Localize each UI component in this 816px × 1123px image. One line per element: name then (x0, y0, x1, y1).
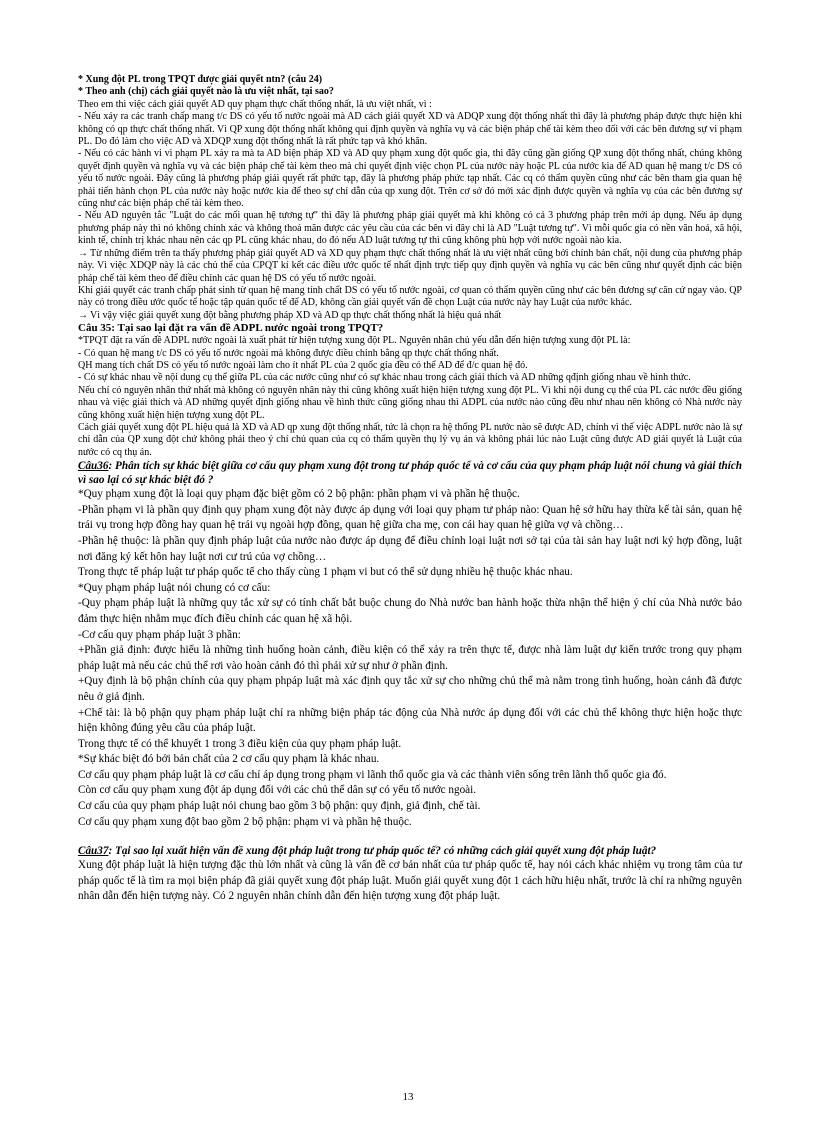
section-spacer (78, 830, 742, 844)
section3-paragraph: *Quy phạm xung đột là loại quy phạm đặc biệt gồm có 2 bộ phận: phần phạm vi và phần hệ thuộc. (78, 488, 520, 501)
question-35-heading: Câu 35: Tại sao lại đặt ra vấn đề ADPL nước ngoài trong TPQT? (78, 322, 384, 335)
section3-paragraph: +Phần giả định: được hiểu là những tình huống hoàn cảnh, điều kiện có thể xảy ra trên thực tế, được nhà làm luật dự kiến trước trong quy phạm pháp luật mà nếu các chủ thể rơi vào hoàn cảnh đó thì phải xử sự như ở phần định. (78, 644, 742, 672)
section1-title-2: * Theo anh (chị) cách giải quyết nào là ưu việt nhất, tại sao? (78, 86, 334, 98)
section3-paragraph: -Phần hệ thuộc: là phần quy định pháp luật của nước nào được áp dụng để điều chỉnh loại luật nơi sở tại của tài sản hay luật nơi ký hợp đồng, luật nơi đăng ký kết hôn hay luật nơi cư trú của vợ chồng… (78, 534, 742, 563)
question-36-number: Câu36 (78, 460, 109, 473)
section2-paragraph: QH mang tích chất DS có yếu tố nước ngoài làm cho ít nhất PL của 2 quốc gia đều có thể AD để đ/c quan hệ đó. (78, 359, 528, 371)
section1-title-1: * Xung đột PL trong TPQT được giải quyết ntn? (câu 24) (78, 74, 323, 85)
section1-arrow-paragraph (78, 248, 742, 285)
section1-paragraph: - Nếu AD nguyên tắc "Luật do các mối quan hệ tương tự" thì đây là phương pháp giải quyết mà khi không có cả 3 phương pháp trên mới áp dụng. Nếu áp dụng phương pháp này thì nó không chính xác và không thoả mãn được các yêu cầu của các bên vì đây chỉ là AD "Luật tương tự". Vì mỗi quốc gia có nền văn hoá, xã hội, kinh tế, chính trị khác nhau nên các qp PL cũng khác nhau, do đó nếu AD luật tương tự thì cũng không phù hợp với nước ngoài nào kia. (78, 210, 742, 247)
right-arrow-icon: → (78, 309, 88, 321)
arrow-paragraph-text: Vì vậy việc giải quyết xung đột bằng phương pháp XD và AD qp thực chất thống nhất là hiệu quả nhất (90, 309, 502, 321)
page-number: 13 (402, 1091, 414, 1103)
section3-paragraph: Trong thực tế pháp luật tư pháp quốc tế cho thấy cùng 1 phạm vi but có thể sử dụng nhiều hệ thuộc khác nhau. (78, 566, 573, 579)
section1-paragraph: - Nếu xảy ra các tranh chấp mang t/c DS có yếu tố nước ngoài mà AD cách giải quyết XD và ADQP xung đột thống nhất thì đây là phương pháp được thực hiện khi không có qp thực chất thống nhất. Vì QP xung đột thống nhất không qui định quyền và nghĩa vụ và các biện pháp chế tài kèm theo đối với các bên đương sự vi phạm PL. Do đó làm cho việc AD và XDQP xung đột thống nhất là rất phức tạp và khó khăn. (78, 111, 742, 148)
section2-paragraph: Cách giải quyết xung đột PL hiệu quả là XD và AD qp xung đột thống nhất, tức là chọn ra hệ thống PL nước nào sẽ được AD, chính vì thế việc ADPL nước nào là sự chỉ dẫn của QP xung đột chứ không phải theo ý chí chủ quan của cq có thẩm quyền thụ lý vụ án và không phải lúc nào Luật cũng được AD giải quyết là Luật của nước có cq thụ án. (78, 421, 742, 458)
section3-paragraph: -Quy phạm pháp luật là những quy tắc xử sự có tính chất bắt buộc chung do Nhà nước ban hành hoặc thừa nhận thể hiện ý chí của Nhà nước bảo đảm thực hiện nhằm mục đích điều chỉnh các quan hệ xã hội. (78, 597, 742, 625)
section4-paragraph: Xung đột pháp luật là hiện tượng đặc thù lớn nhất và cũng là vấn đề cơ bản nhất của tư pháp quốc tế, hay nói cách khác nhiệm vụ trong tâm của tư pháp quốc tế là tìm ra mọi biện pháp đã giải quyết xung đột pháp luật. Muốn giải quyết xung đột 1 cách hữu hiệu nhất, trước là chỉ ra những nguyên nhân dẫn đến hiện tượng này. Có 2 nguyên nhân chính dẫn đến hiện tượng xung đột pháp luật. (78, 859, 742, 903)
section3-paragraph: Trong thực tế có thể khuyết 1 trong 3 điều kiện của quy phạm pháp luật. (78, 737, 402, 750)
section1-paragraph: Khi giải quyết các tranh chấp phát sinh từ quan hệ mang tính chất DS có yếu tố nước ngoài, cơ quan có thẩm quyền cũng như các bên đương sự căn cứ ngay vào. QP này có trong điều ước quốc tế hoặc tập quán quốc tế để AD, không cần giải quyết vấn đề chọn Luật của nước này hay Luật của nước khác. (78, 284, 742, 309)
section3-paragraph: -Cơ cấu quy phạm pháp luật 3 phần: (78, 628, 241, 641)
question-37-heading (78, 844, 742, 858)
section3-paragraph: +Chế tài: là bộ phận quy phạm pháp luật chỉ ra những biện pháp tác động của Nhà nước áp dụng đối với các chủ thể không thực hiện hoặc thực hiện không đúng yêu cầu của pháp luật. (78, 706, 742, 735)
section1-paragraph: - Nếu có các hành vi vi phạm PL xảy ra mà ta AD biện pháp XD và AD quy phạm xung đột quốc gia, thì đây cũng gần giống QP xung đột thống nhất, chúng không quyết định quyền và nghĩa vụ và các biện pháp chế tài kèm theo mà chỉ quyết định việc chọn PL của nước này hoặc PL của nước kia để AD quan hệ mang t/c DS có yếu tố nước ngoài. Đây cũng là phương pháp giải quyết rất phức tạp, đây là phương pháp phức tạp nhất. Các cq có thẩm quyền cũng như các bên tham gia quan hệ phải tiến hành chọn PL của nước này hoặc nước kia để theo sự chỉ dẫn của qp xung đột. Trên cơ sở đó mới xác định được quyền và nghĩa vụ của các bên đương sự cũng như các biện pháp chế tài kèm theo. (78, 148, 742, 210)
section3-paragraph: +Quy định là bộ phận chính của quy phạm phpáp luật mà xác định quy tắc xử sự cho những chủ thể mà nằm trong tình huống, hoàn cảnh đã được nêu ở giả định. (78, 675, 742, 703)
question-37-number: Câu37 (78, 845, 109, 858)
section3-paragraph: Còn cơ cấu quy phạm xung đột áp dụng đối với các chủ thể dân sự có yếu tố nước ngoài. (78, 784, 477, 797)
section3-paragraph: *Quy phạm pháp luật nói chung có cơ cấu: (78, 581, 271, 594)
section3-paragraph: -Phần phạm vi là phần quy định quy phạm xung đột này được áp dụng với loại quy phạm tư pháp nào: Quan hệ sở hữu hay thừa kế tài sản, quan hệ trái vụ trong hợp đồng hay quan hệ trái vụ ngoài hợp đồng, quan hệ giữa cha mẹ, con cái hay quan hệ giữa vợ và chồng… (78, 503, 742, 532)
section2-paragraph: - Có quan hệ mang t/c DS có yếu tố nước ngoài mà không được điều chỉnh bằng qp thực chất thống nhất. (78, 347, 499, 359)
right-arrow-icon: → (78, 247, 88, 259)
question-36-heading (78, 459, 742, 487)
question-37-text: : Tại sao lại xuất hiện vấn đề xung đột pháp luật trong tư pháp quốc tế? có những cách giải quyết xung đột pháp luật? (108, 845, 657, 858)
section3-paragraph: Cơ cấu quy phạm pháp luật là cơ cấu chỉ áp dụng trong phạm vi lãnh thổ quốc gia và các thành viên sống trên lãnh thổ quốc gia đó. (78, 768, 667, 781)
section1-arrow-paragraph (78, 310, 742, 322)
question-36-text: : Phân tích sự khác biệt giữa cơ cấu quy phạm xung đột trong tư pháp quốc tế và cơ cấu của quy phạm pháp luật nói chung và giải thích vì sao lại có sự khác biệt đó ? (78, 460, 742, 487)
document-page (78, 74, 742, 905)
arrow-paragraph-text: Từ những điểm trên ta thấy phương pháp giải quyết AD và XD quy phạm thực chất thống nhất là ưu việt nhất cũng bởi chính bản chất, nội dung của phương pháp này. Vì việc XDQP này là các chủ thể của CPQT kí kết các điều ước quốc tế nhất định trực tiếp quy định quyền và nghĩa vụ các bên cũng như quyết định các biện pháp chế tài kèm theo để điều chỉnh các quan hệ DS có yếu tố nước ngoài. (78, 247, 742, 284)
section3-paragraph: Cơ cấu của quy phạm pháp luật nói chung bao gồm 3 bộ phận: quy định, giả định, chế tài. (78, 800, 481, 813)
section2-paragraph: - Có sự khác nhau về nội dung cụ thể giữa PL của các nước cũng như có sự khác nhau trong cách giải thích và AD những qđịnh giống nhau về hình thức. (78, 372, 691, 384)
section1-paragraph: Theo em thì việc cách giải quyết AD quy phạm thực chất thống nhất, là ưu việt nhất, vì : (78, 98, 432, 110)
section3-paragraph: Cơ cấu quy phạm xung đột bao gồm 2 bộ phận: phạm vi và phần hệ thuộc. (78, 815, 412, 828)
section2-paragraph: Nếu chỉ có nguyên nhân thứ nhất mà không có nguyên nhân này thì cũng không xuất hiện hiện tượng xung đột PL. Vì khi nội dung cụ thể của PL các nước đều giống nhau và việc giải thích và AD những quyết định giống nhau về hình thức cũng giống nhau thì ADPL của nước nào cũng đều như nhau nên không có Nhà nước này cũng không xuất hiện hiện tượng xung đột PL. (78, 384, 742, 421)
section2-paragraph: *TPQT đặt ra vấn đề ADPL nước ngoài là xuất phát từ hiện tượng xung đột PL. Nguyên nhân chủ yếu dẫn đến hiện tượng xung đột PL là: (78, 335, 631, 347)
section3-paragraph: *Sự khác biệt đó bởi bản chất của 2 cơ cấu quy phạm là khác nhau. (78, 753, 380, 766)
